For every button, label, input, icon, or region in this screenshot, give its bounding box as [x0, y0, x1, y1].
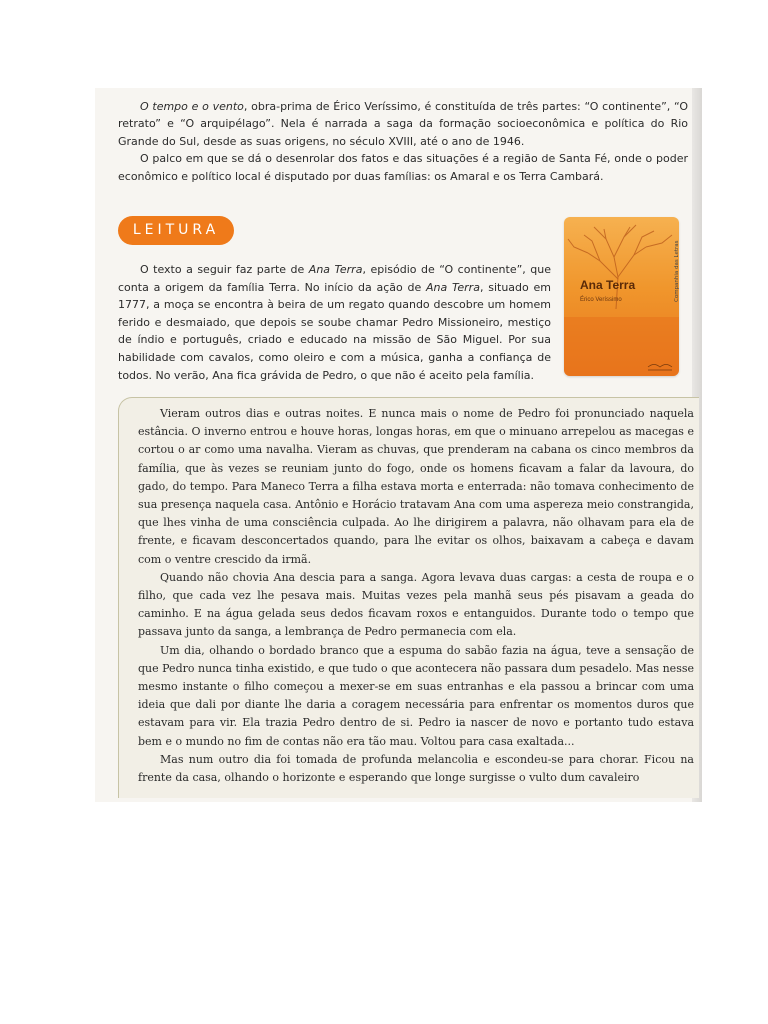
leitura-intro [118, 261, 551, 384]
excerpt-paragraph-2: Quando não chovia Ana descia para a sanga. Agora levava duas cargas: a cesta de roupa e o filho, que cada vez lhe pesava mais. Muitas vezes pela manhã seus pés pisavam a geada do caminho. E na água gelada seus dedos ficavam roxos e entanguidos. Durante todo o tempo que passava junto da sanga, a lembrança de Pedro permanecia com ela. [138, 570, 694, 639]
book-title: Ana Terra [580, 278, 636, 292]
leitura-title-2: Ana Terra [426, 280, 480, 294]
intro-paragraph-2: O palco em que se dá o desenrolar dos fatos e das situações é a região de Santa Fé, onde o poder econômico e político local é disputado por duas famílias: os Amaral e os Terra Cambará. [118, 152, 688, 183]
intro-paragraph-1 [118, 98, 688, 150]
leitura-badge: LEITURA [118, 216, 234, 245]
leitura-text-1: O texto a seguir faz parte de [140, 263, 309, 276]
book-cover [564, 217, 679, 376]
publisher-credit: Companhia das Letras [674, 240, 680, 302]
excerpt-text [138, 405, 694, 787]
work-title: O tempo e o vento [140, 100, 244, 113]
leitura-text-2: , episódio de “O continente”, que conta a origem da família Terra. No início da ação de [118, 263, 551, 294]
intro-section [118, 98, 688, 185]
leitura-paragraph [118, 261, 551, 384]
intro-paragraph-1-text: , obra-prima de Érico Veríssimo, é constituída de três partes: “O continente”, “O retrato” e “O arquipélago”. Nela é narrada a saga da formação socioeconômica e política do Rio Grande do Sul, desde as suas origens, no século XVIII, até o ano de 1946. [118, 100, 688, 148]
leitura-title-1: Ana Terra [308, 263, 363, 276]
book-author: Érico Veríssimo [580, 297, 622, 303]
excerpt-paragraph-1: Vieram outros dias e outras noites. E nunca mais o nome de Pedro foi pronunciado naquela estância. O inverno entrou e houve horas, longas horas, em que o minuano arrepelou as macegas e cortou o ar como uma navalha. Vieram as chuvas, que prenderam na cabana os cinco membros da família, que às vezes se reuniam junto do fogo, onde os homens ficavam a falar da lavoura, do gado, do tempo. Para Maneco Terra a filha estava morta e enterrada: não tomava conhecimento de sua presença naquela casa. Antônio e Horácio tratavam Ana com uma aspereza meio constrangida, que lhes vinha de uma consciência culpada. Ao lhe dirigirem a palavra, não olhavam para ela de frente, e ficavam desconcertados quando, para lhe evitar os olhos, baixavam a cabeça e davam com o ventre crescido da irmã. [138, 407, 694, 566]
leitura-text-3: , situado em 1777, a moça se encontra à beira de um regato quando descobre um homem ferido e desmaiado, que depois se soube chamar Pedro Missioneiro, mestiço de índio e português, criado e educado na missão de São Miguel. Por sua habilidade com cavalos, como oleiro e com a música, ganha a confiança de todos. No verão, Ana fica grávida de Pedro, o que não é aceito pela família. [118, 280, 551, 382]
excerpt-paragraph-4: Mas num outro dia foi tomada de profunda melancolia e escondeu-se para chorar. Ficou na frente da casa, olhando o horizonte e esperando que longe surgisse o vulto dum cavaleiro [138, 752, 694, 785]
excerpt-paragraph-3: Um dia, olhando o bordado branco que a espuma do sabão fazia na água, teve a sensação de que Pedro nunca tinha existido, e que tudo o que acontecera não passara dum pesadelo. Mas nesse mesmo instante o filho começou a mexer-se em suas entranhas e ela passou a brincar com uma ideia que dali por diante lhe daria a coragem necessária para enfrentar os momentos duros que estavam para vir. Ela trazia Pedro dentro de si. Pedro ia nascer de novo e portanto tudo estava bem e o mundo no fim de contas não era tão mau. Voltou para casa exaltada... [138, 643, 694, 748]
